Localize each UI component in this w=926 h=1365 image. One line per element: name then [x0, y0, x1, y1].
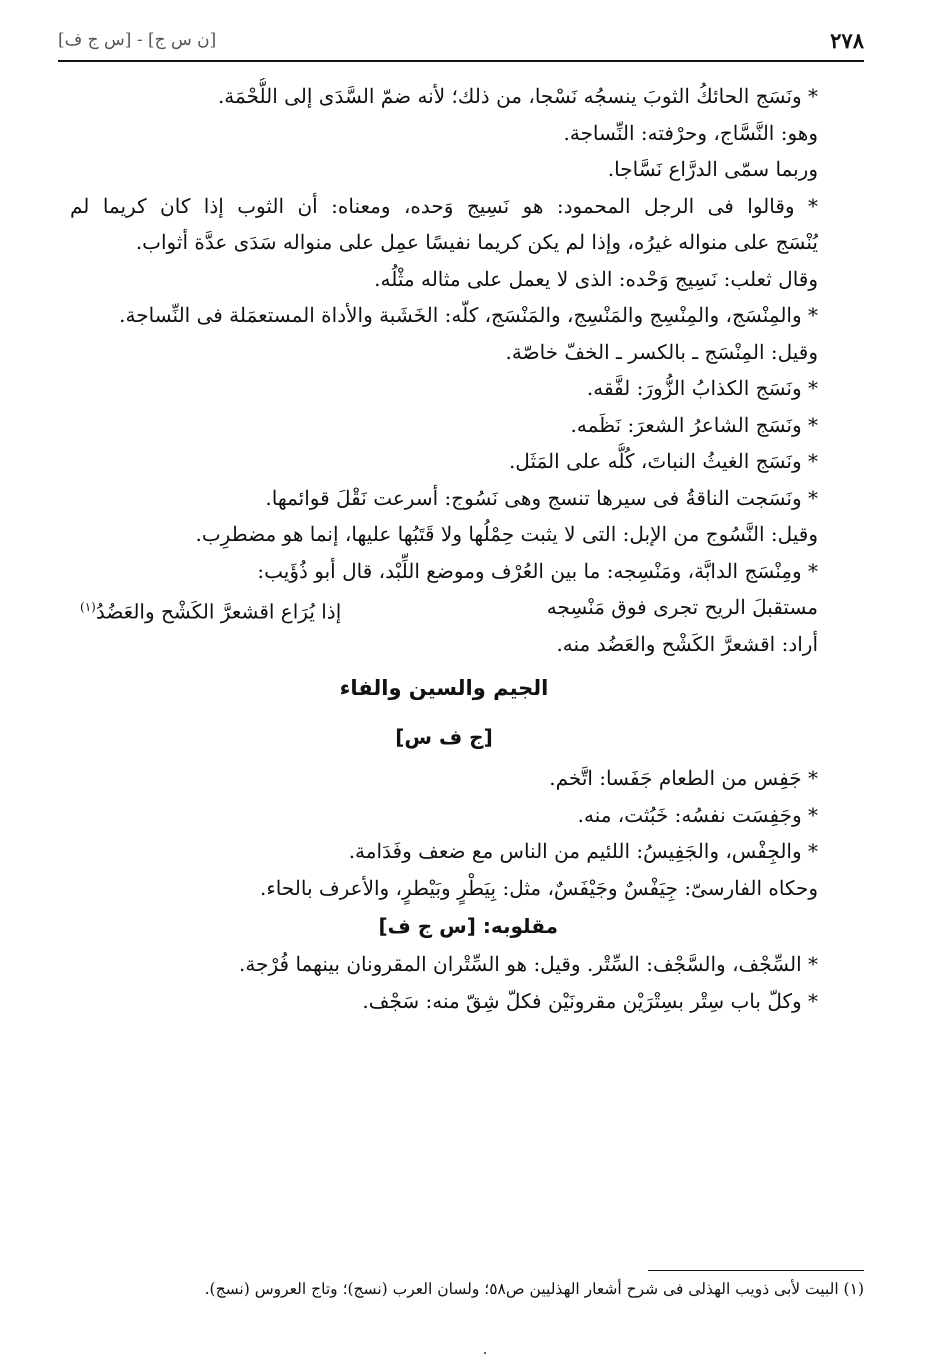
text-line: * ونَسَج الشاعرُ الشعرَ: نَظَمه.	[570, 412, 818, 437]
verse-second-hemistich	[80, 589, 341, 626]
footnote: (١) البيت لأبى ذويب الهذلى فى شرح أشعار الهذليين ص٥٨؛ ولسان العرب (نسج)؛ وتاج العروس (نسج).	[204, 1280, 864, 1298]
inverse-heading: مقلوبه: [س ج ف]	[378, 914, 558, 938]
running-head: [ن س ج] - [س ج ف]	[58, 30, 217, 50]
text-line: وحكاه الفارسىّ: جِيَفْسٌ وجَيْفَسٌ، مثل: بِيَطْرٍ وبَيْطرٍ، والأعرف بالحاء.	[260, 875, 818, 900]
page-body	[70, 78, 818, 1019]
text-line: وقال ثعلب: نَسِيج وَحْده: الذى لا يعمل على مثاله مثْلُه.	[374, 266, 818, 291]
verse-first-hemistich: مستقبلَ الريح تجرى فوق مَنْسِجه	[546, 595, 818, 619]
text-line: وهو: النَّسَّاج، وحرْفته: النِّساجة.	[563, 120, 818, 145]
page-number: ٢٧٨	[830, 28, 864, 53]
text-line: * وكلّ باب سِتْر بسِتْرَيْن مقرونَيْن فكلّ شِقّ منه: سَجْف.	[362, 988, 818, 1013]
text-line: * ونَسَجت الناقةُ فى سيرها تنسج وهى نَسُوج: أسرعت نَقْلَ قوائمها.	[265, 485, 818, 510]
text-line: أراد: اقشعرَّ الكَشْح والعَضُد منه.	[556, 631, 818, 656]
footnote-divider	[648, 1270, 864, 1271]
text-line: يُنْسَج على منواله غيرُه، وإذا لم يكن كريما نفيسًا عمِل على منواله سَدَى عدَّة أثواب.	[135, 230, 818, 254]
text-line: وربما سمّى الدرَّاع نَسَّاجا.	[607, 157, 818, 181]
page-header	[58, 26, 864, 62]
text-line: وقيل: المِنْسَج ـ بالكسر ـ الخفّ خاصّة.	[505, 339, 818, 364]
text-line: * والجِفْس، والجَفِيسُ: اللئيم من الناس مع ضعف وفَدَامة.	[348, 839, 818, 863]
text-line: * ونَسَج الكذابُ الزُّورَ: لفَّقه.	[586, 376, 818, 400]
section-heading: الجيم والسين والفاء	[339, 676, 549, 700]
text-line: * والمِنْسَج، والمِنْسِج والمَنْسِج، والمَنْسَج، كلّه: الخَشَبة والأداة المستعمَلة فى النِّساجة.	[119, 303, 818, 327]
text-line: * وقالوا فى الرجل المحمود: هو نَسِيج وَحده، ومعناه: أن الثوب إذا كان كريما لم	[70, 193, 818, 218]
text-line: * السِّجْف، والسَّجْف: السِّتْر. وقيل: هو السِّتْران المقرونان بينهما فُرْجة.	[239, 952, 818, 976]
text-line: * ونَسَج الحائكُ الثوبَ ينسجُه نَسْجا، من ذلك؛ لأنه ضمّ السَّدَى إلى اللُّحْمَة.	[217, 84, 818, 108]
text-line: وقيل: النَّسُوج من الإبل: التى لا يثبت حِمْلُها ولا قَتَبُها عليها، إنما هو مضطرِب.	[195, 522, 818, 546]
page-speck	[484, 1352, 486, 1354]
text-line: * جَفِس من الطعام جَفَسا: اتَّخم.	[549, 766, 818, 790]
text-line: * وجَفِسَت نفسُه: خَبُثت، منه.	[577, 802, 818, 827]
poetry-verse	[70, 589, 818, 626]
text-line: * ونَسَج الغيثُ النباتَ، كُلُّه على المَثَل.	[508, 449, 818, 473]
entry-heading: [ج ف س]	[395, 725, 493, 749]
text-line: * ومِنْسَج الدابَّة، ومَنْسِجه: ما بين العُرْف وموضع اللِّبْد، قال أبو ذُؤَيب:	[257, 558, 818, 583]
footnote-marker: (١)	[80, 600, 96, 614]
verse-second-hemistich-text: إذا يُرَاع اقشعرَّ الكَشْح والعَضُدُ	[95, 599, 342, 624]
